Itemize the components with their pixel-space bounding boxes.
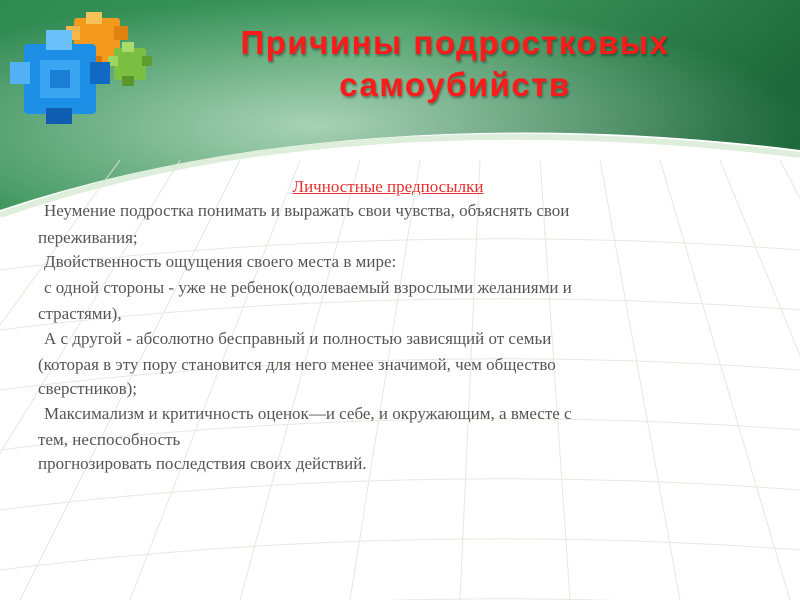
list-item (38, 199, 718, 225)
list-item (38, 452, 718, 476)
bullet-list (38, 199, 718, 476)
section-subtitle: Личностные предпосылки (292, 177, 484, 196)
list-item (38, 377, 718, 401)
list-item-text: переживания; (38, 227, 138, 247)
title-line-2: самоубийств (339, 66, 571, 103)
list-item-text: Двойственность ощущения своего места в мире: (44, 251, 397, 271)
list-item-text: тем, неспособность (38, 429, 181, 449)
list-item (38, 276, 718, 302)
list-item (38, 402, 718, 428)
list-item (38, 428, 718, 452)
title-line-1: Причины подростковых (240, 24, 670, 61)
list-item (38, 302, 718, 326)
list-item (38, 226, 718, 250)
list-item-text: с одной стороны - уже не ребенок(одолеваемый взрослыми желаниями и (44, 278, 572, 298)
list-item-text: (которая в эту пору становится для него менее значимой, чем общество (38, 355, 556, 375)
slide-content (38, 175, 718, 477)
list-item (38, 353, 718, 377)
list-item-text: Неумение подростка понимать и выражать свои чувства, объяснять свои (44, 201, 570, 221)
list-item-text: прогнозировать последствия своих действий. (38, 454, 367, 474)
slide-title (150, 22, 760, 106)
puzzle-cubes-logo-icon (8, 6, 168, 126)
list-item (38, 250, 718, 276)
list-item-text: сверстников); (38, 379, 137, 399)
list-item-text: А с другой - абсолютно бесправный и полностью зависящий от семьи (44, 328, 552, 348)
list-item-text: страстями), (38, 304, 122, 324)
list-item-text: Максимализм и критичность оценок—и себе, и окружающим, а вместе с (44, 403, 572, 423)
list-item (38, 327, 718, 353)
